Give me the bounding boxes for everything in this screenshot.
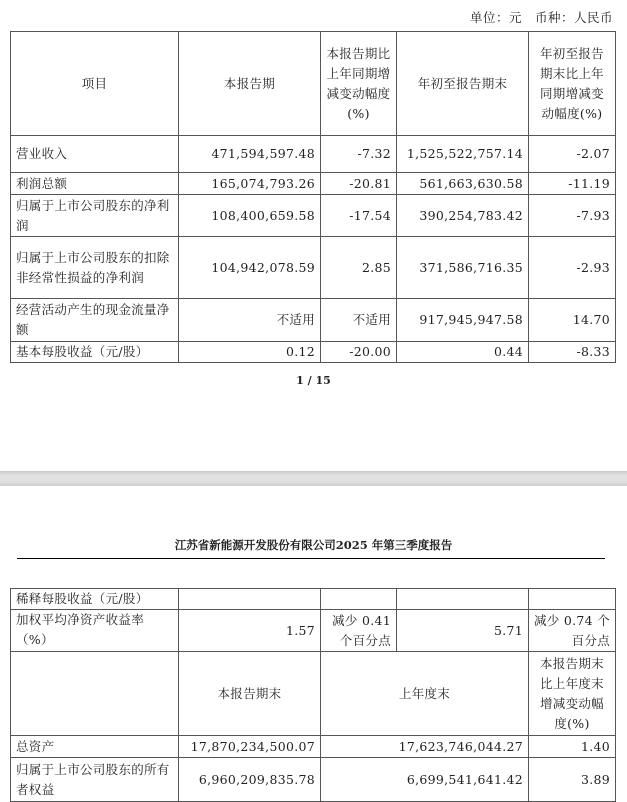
balance-header-row [11,652,616,736]
row-period-end: 17,870,234,500.07 [179,736,321,758]
table-row [11,136,616,173]
row-ytd: 1,525,522,757.14 [397,136,529,173]
row-ytd-change: 减少 0.74 个百分点 [529,610,616,652]
table-row [11,173,616,195]
table-row [11,589,616,610]
header-current-change: 本报告期比上年同期增减变动幅度(%) [321,32,397,136]
row-current: 471,594,597.48 [179,136,321,173]
row-current-change: 不适用 [321,299,397,342]
report-title: 江苏省新能源开发股份有限公司2025 年第三季度报告 [174,538,453,552]
header-item: 项目 [11,32,179,136]
row-current: 1.57 [179,610,321,652]
row-item: 经营活动产生的现金流量净额 [11,299,179,342]
key-financials-table-continued [10,588,616,802]
row-current [179,589,321,610]
header-ytd: 年初至报告期末 [397,32,529,136]
row-current: 不适用 [179,299,321,342]
row-current: 108,400,659.58 [179,195,321,237]
table-row [11,342,616,363]
row-item: 归属于上市公司股东的净利润 [11,195,179,237]
row-current-change: -20.81 [321,173,397,195]
table-row [11,736,616,758]
row-ytd-change: -11.19 [529,173,616,195]
row-item: 稀释每股收益（元/股） [11,589,179,610]
table-row [11,758,616,802]
row-current-change: -17.54 [321,195,397,237]
balance-header-change: 本报告期末比上年度末增减变动幅度(%) [529,652,616,736]
row-current: 104,942,078.59 [179,237,321,299]
row-current-change: -20.00 [321,342,397,363]
row-ytd-change: -8.33 [529,342,616,363]
row-item: 归属于上市公司股东的扣除非经常性损益的净利润 [11,237,179,299]
row-current-change: -7.32 [321,136,397,173]
row-current-change: 2.85 [321,237,397,299]
row-change: 1.40 [529,736,616,758]
row-ytd: 0.44 [397,342,529,363]
table-row [11,610,616,652]
row-ytd: 390,254,783.42 [397,195,529,237]
row-current: 165,074,793.26 [179,173,321,195]
header-current-period: 本报告期 [179,32,321,136]
row-item: 归属于上市公司股东的所有者权益 [11,758,179,802]
row-period-end: 6,960,209,835.78 [179,758,321,802]
key-financials-table [10,31,616,363]
row-item: 加权平均净资产收益率（%） [11,610,179,652]
table-header-row [11,32,616,136]
row-ytd-change: 14.70 [529,299,616,342]
title-underline [17,558,605,559]
table-row [11,237,616,299]
row-change: 3.89 [529,758,616,802]
balance-header-prior-year-end: 上年度末 [321,652,529,736]
balance-header-period-end: 本报告期末 [179,652,321,736]
row-ytd [397,589,529,610]
table-row [11,299,616,342]
row-item: 基本每股收益（元/股） [11,342,179,363]
row-ytd-change [529,589,616,610]
row-item: 利润总额 [11,173,179,195]
table-row [11,195,616,237]
page-number: 1 / 15 [296,374,331,387]
row-prior-year-end: 6,699,541,641.42 [321,758,529,802]
row-ytd-change: -2.93 [529,237,616,299]
row-ytd: 5.71 [397,610,529,652]
row-ytd: 561,663,630.58 [397,173,529,195]
row-current: 0.12 [179,342,321,363]
unit-currency-label: 单位：元 币种：人民币 [469,10,613,25]
row-current-change: 减少 0.41 个百分点 [321,610,397,652]
row-ytd-change: -2.07 [529,136,616,173]
header-ytd-change: 年初至报告期末比上年同期增减变动幅度(%) [529,32,616,136]
row-ytd: 371,586,716.35 [397,237,529,299]
row-item: 总资产 [11,736,179,758]
balance-header-item [11,652,179,736]
page-separator [0,471,627,486]
row-ytd-change: -7.93 [529,195,616,237]
row-ytd: 917,945,947.58 [397,299,529,342]
row-prior-year-end: 17,623,746,044.27 [321,736,529,758]
row-current-change [321,589,397,610]
row-item: 营业收入 [11,136,179,173]
